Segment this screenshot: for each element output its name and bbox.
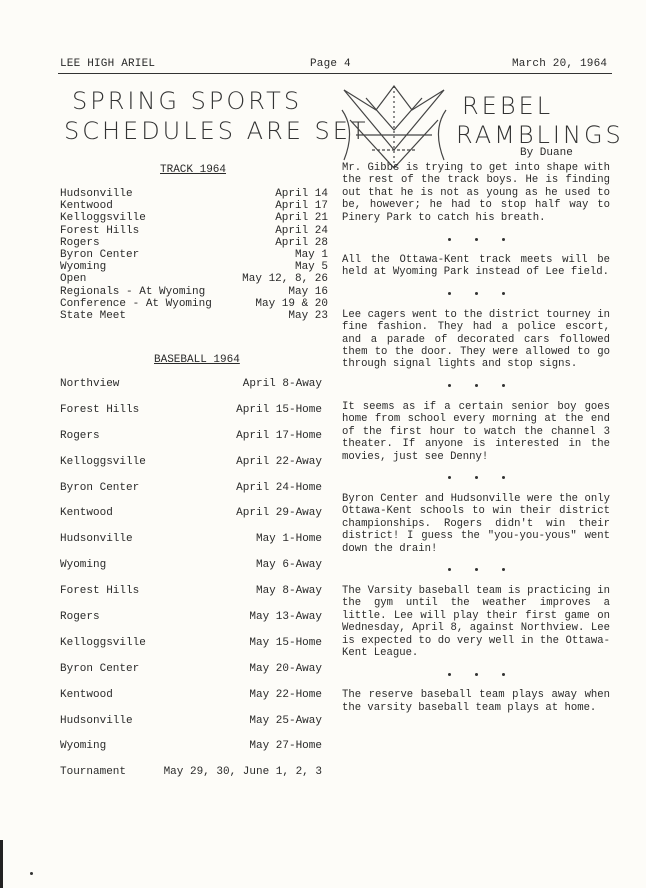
game-date: May 13-Away xyxy=(249,611,322,624)
table-row xyxy=(60,188,328,200)
meet-date: May 16 xyxy=(288,285,328,298)
team-name: Conference - At Wyoming xyxy=(60,297,212,310)
team-name: Rogers xyxy=(60,611,100,624)
table-row xyxy=(60,507,328,533)
team-name: Rogers xyxy=(60,429,100,442)
team-name: Byron Center xyxy=(60,662,140,675)
table-row xyxy=(60,249,328,261)
table-row xyxy=(60,310,328,322)
table-row xyxy=(60,298,328,310)
table-row xyxy=(60,225,328,237)
rambling-paragraph: All the Ottawa-Kent track meets will be held at Wyoming Park instead of Lee field. xyxy=(342,254,610,279)
team-name: Forest Hills xyxy=(60,224,140,237)
team-name: Hudsonville xyxy=(60,188,133,200)
game-date: April 24-Home xyxy=(236,481,322,494)
table-row xyxy=(60,456,328,482)
table-row xyxy=(60,212,328,224)
game-date: May 1-Home xyxy=(255,533,322,546)
team-name: Regionals - At Wyoming xyxy=(60,285,206,298)
baseball-schedule-title: BASEBALL 1964 xyxy=(154,354,240,366)
meet-date: May 1 xyxy=(294,248,328,261)
speck-mark xyxy=(30,872,33,875)
meet-date: April 24 xyxy=(275,224,328,237)
ramblings-headline-line2: RAMBLINGS xyxy=(456,121,624,149)
team-name: Hudsonville xyxy=(60,714,133,727)
meet-date: April 14 xyxy=(275,188,328,200)
game-date: April 29-Away xyxy=(236,507,322,520)
table-row xyxy=(60,261,328,273)
track-schedule-title: TRACK 1964 xyxy=(160,164,227,176)
team-name: Kelloggsville xyxy=(60,212,146,225)
table-row xyxy=(60,637,328,663)
table-row xyxy=(60,611,328,637)
team-name: Kentwood xyxy=(60,688,113,701)
team-name: Rogers xyxy=(60,236,100,249)
team-name: Forest Hills xyxy=(60,403,140,416)
table-row xyxy=(60,689,328,715)
meet-date: May 23 xyxy=(288,309,328,322)
team-name: Byron Center xyxy=(60,248,140,261)
rambling-paragraph: Byron Center and Hudsonville were the only Ottawa-Kent schools to win their district championships. Rogers didn't win their district! I guess the "you-you-yous" went down the drain! xyxy=(342,492,610,555)
team-name: Hudsonville xyxy=(60,533,133,546)
team-name: Wyoming xyxy=(60,261,107,274)
game-date: May 20-Away xyxy=(249,662,322,675)
table-row xyxy=(60,430,328,456)
table-row xyxy=(60,273,328,285)
paper-name: LEE HIGH ARIEL xyxy=(60,58,156,70)
section-divider xyxy=(342,555,610,585)
table-row xyxy=(60,378,328,404)
byline: By Duane xyxy=(520,147,573,159)
table-row xyxy=(60,404,328,430)
team-name: Kelloggsville xyxy=(60,455,146,468)
team-name: Kentwood xyxy=(60,507,113,520)
section-divider xyxy=(342,463,610,493)
meet-date: May 12, 8, 26 xyxy=(242,273,328,286)
table-row xyxy=(60,559,328,585)
game-date: May 27-Home xyxy=(249,740,322,753)
team-name: Open xyxy=(60,273,87,286)
table-row xyxy=(60,237,328,249)
game-date: May 29, 30, June 1, 2, 3 xyxy=(163,766,322,779)
team-name: Tournament xyxy=(60,766,127,779)
table-row xyxy=(60,533,328,559)
track-schedule xyxy=(60,188,328,322)
game-date: April 17-Home xyxy=(236,429,322,442)
game-date: May 25-Away xyxy=(249,714,322,727)
meet-date: May 5 xyxy=(294,261,328,274)
section-divider xyxy=(342,371,610,401)
page-number: Page 4 xyxy=(310,58,351,70)
game-date: April 8-Away xyxy=(242,378,322,390)
game-date: May 6-Away xyxy=(255,559,322,572)
table-row xyxy=(60,740,328,766)
table-row xyxy=(60,200,328,212)
table-row xyxy=(60,715,328,741)
game-date: May 15-Home xyxy=(249,636,322,649)
game-date: April 15-Home xyxy=(236,403,322,416)
sports-headline-line1: SPRING SPORTS xyxy=(72,87,303,115)
margin-mark xyxy=(0,840,3,888)
ramblings-headline-line1: REBEL xyxy=(462,92,554,120)
header-rule xyxy=(58,73,612,74)
issue-date: March 20, 1964 xyxy=(512,58,608,70)
game-date: April 22-Away xyxy=(236,455,322,468)
sports-headline-line2: SCHEDULES ARE SET xyxy=(64,117,369,145)
meet-date: April 21 xyxy=(275,212,328,225)
team-name: Byron Center xyxy=(60,481,140,494)
table-row xyxy=(60,286,328,298)
team-name: Northview xyxy=(60,378,120,390)
baseball-schedule xyxy=(60,378,328,792)
rambling-paragraph: The reserve baseball team plays away when the varsity baseball team plays at home. xyxy=(342,689,610,714)
game-date: May 22-Home xyxy=(249,688,322,701)
rambling-paragraph: Mr. Gibbs is trying to get into shape with the rest of the track boys. He is finding out that he is not as young as he used to be, however; he had to stop half way to Pinery Park to catch his breath. xyxy=(342,162,610,224)
section-divider xyxy=(342,279,610,309)
table-row xyxy=(60,482,328,508)
ramblings-column xyxy=(342,162,610,714)
team-name: Wyoming xyxy=(60,559,107,572)
table-row xyxy=(60,663,328,689)
team-name: State Meet xyxy=(60,309,127,322)
meet-date: April 17 xyxy=(275,200,328,213)
team-name: Forest Hills xyxy=(60,585,140,598)
rambling-paragraph: The Varsity baseball team is practicing in the gym until the weather improves a little. Lee will play their first game on Wednesday, April 8, against Northview. Lee is expected to do very well in the Ottawa-Kent League. xyxy=(342,584,610,659)
team-name: Kelloggsville xyxy=(60,636,146,649)
game-date: May 8-Away xyxy=(255,585,322,598)
team-name: Wyoming xyxy=(60,740,107,753)
team-name: Kentwood xyxy=(60,200,113,213)
meet-date: April 28 xyxy=(275,236,328,249)
rambling-paragraph: It seems as if a certain senior boy goes home from school every morning at the end of the first hour to watch the channel 3 theater. If anyone is interested in the movies, just see Denny! xyxy=(342,400,610,463)
rambling-paragraph: Lee cagers went to the district tourney in fine fashion. They had a police escort, and a parade of decorated cars followed them to the door. They were allowed to go through signal lights and stop signs. xyxy=(342,308,610,371)
table-row xyxy=(60,766,328,792)
section-divider xyxy=(342,224,610,254)
table-row xyxy=(60,585,328,611)
section-divider xyxy=(342,659,610,689)
meet-date: May 19 & 20 xyxy=(255,297,328,310)
